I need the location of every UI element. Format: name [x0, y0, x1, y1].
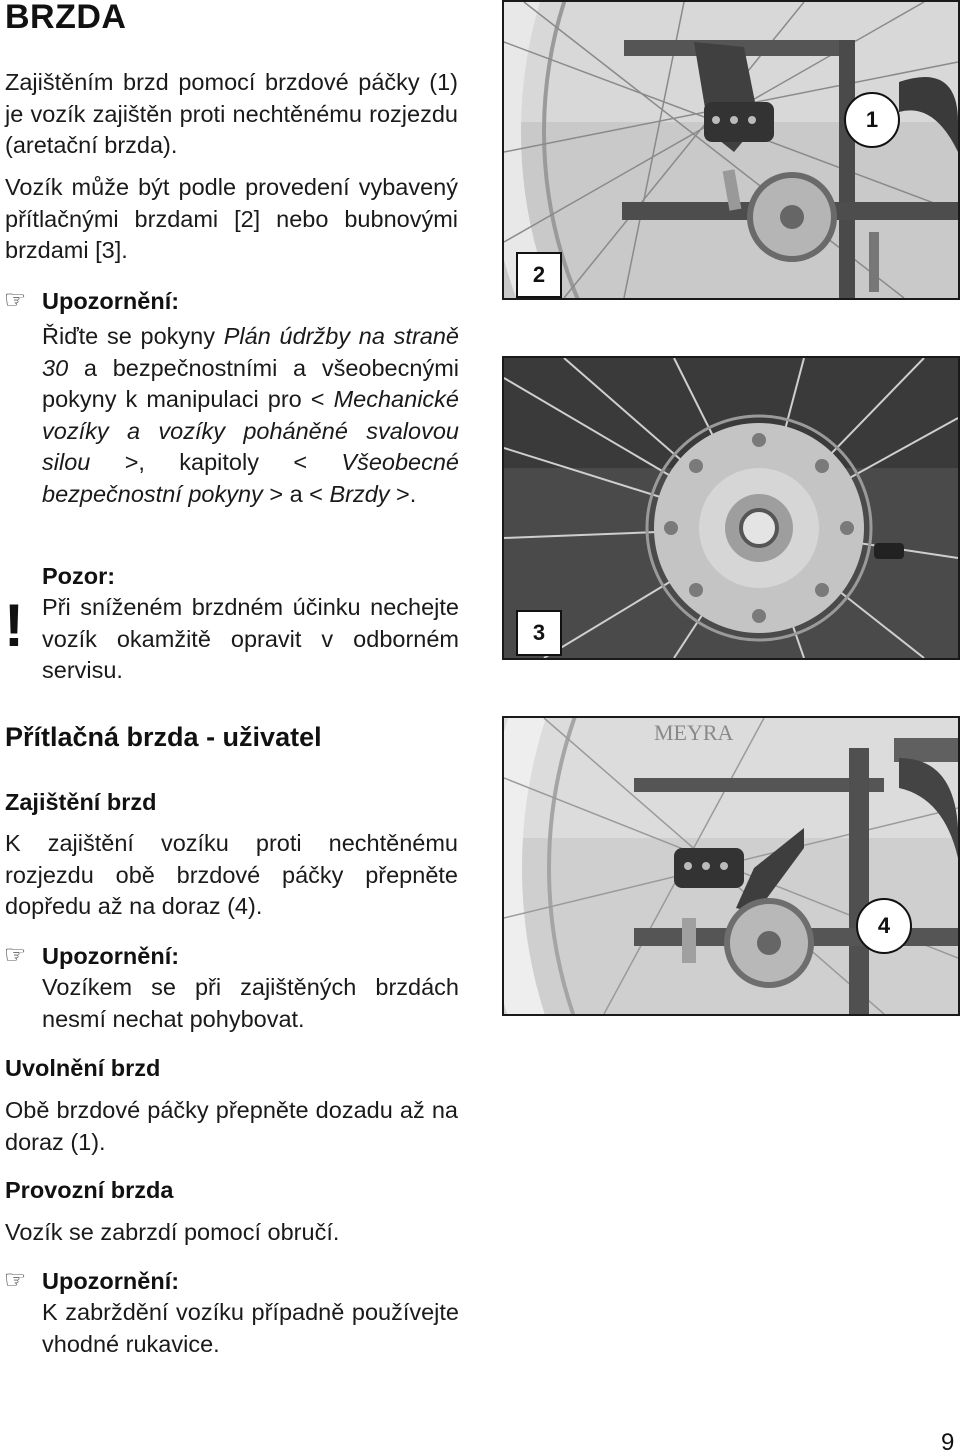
warning-label: Pozor: — [42, 563, 116, 589]
note-text-part: Řiďte se pokyny — [42, 323, 224, 349]
intro-paragraph-1: Zajištěním brzd pomocí brzdové páčky (1) je vozík zajištěn proti nechtěnému rozjezdu (aretační brzda). — [5, 69, 458, 158]
photo-drum-brake — [502, 356, 960, 660]
pointing-hand-icon: ☞ — [4, 941, 27, 969]
note-ref-safety-chapter: Všeobecné bezpečnostní pokyny — [42, 449, 459, 507]
note-ref-manual-title: Mechanické vozíky a vozíky poháněné svalovou silou — [42, 386, 459, 475]
note-ref-brakes-chapter: Brzdy — [329, 480, 390, 507]
service-note-label: Upozornění: — [42, 1268, 180, 1294]
note-text-part: a bezpečnostními a všeobecnými pokyny k manipulaci pro < — [42, 354, 459, 412]
service-note-text: K zabrždění vozíku případně používejte vhodné rukavice. — [42, 1299, 459, 1357]
photo-brake-engaged — [502, 716, 960, 1016]
page-title: BRZDA — [5, 0, 127, 36]
figure-badge-3: 3 — [516, 610, 562, 656]
rim-brand-text: MEYRA — [654, 720, 734, 745]
warning-text: Při sníženém brzdném účinku nechejte vozík okamžitě opravit v odborném servisu. — [42, 594, 459, 683]
note-label: Upozornění: — [42, 288, 180, 314]
figure-badge-2: 2 — [516, 252, 562, 298]
exclamation-icon: ! — [4, 592, 24, 659]
note-text-part: >, kapitoly < — [90, 449, 342, 475]
drum-brake-illustration — [504, 358, 958, 658]
service-brake-text: Vozík se zabrzdí pomocí obručí. — [5, 1219, 340, 1245]
note-text-part: >. — [389, 480, 417, 507]
pointing-hand-icon: ☞ — [4, 1266, 27, 1294]
intro-paragraph-2: Vozík může být podle provedení vybavený přítlačnými brzdami [2] nebo bubnovými brzdami [3]. — [5, 174, 458, 263]
figure-badge-1: 1 — [844, 92, 900, 148]
note-ref-maintenance-plan: Plán údržby na straně 30 — [42, 323, 459, 381]
lock-text: K zajištění vozíku proti nechtěnému rozjezdu obě brzdové páčky přepněte dopředu až na doraz (4). — [5, 830, 458, 919]
lock-note-label: Upozornění: — [42, 943, 180, 969]
figure-badge-4: 4 — [856, 898, 912, 954]
section-heading: Přítlačná brzda - uživatel — [5, 722, 322, 752]
service-brake-heading: Provozní brzda — [5, 1177, 174, 1203]
pointing-hand-icon: ☞ — [4, 286, 27, 314]
note-text — [42, 321, 459, 510]
photo-brake-lever — [502, 0, 960, 300]
lock-note-text: Vozíkem se při zajištěných brzdách nesmí nechat pohybovat. — [42, 974, 459, 1032]
page-number: 9 — [941, 1429, 955, 1456]
release-heading: Uvolnění brzd — [5, 1055, 161, 1081]
brake-lever-illustration — [504, 2, 958, 298]
release-text: Obě brzdové páčky přepněte dozadu až na doraz (1). — [5, 1097, 458, 1155]
note-text-part: > a < — [262, 480, 330, 507]
brake-engaged-illustration — [504, 718, 958, 1014]
lock-heading: Zajištění brzd — [5, 789, 157, 815]
